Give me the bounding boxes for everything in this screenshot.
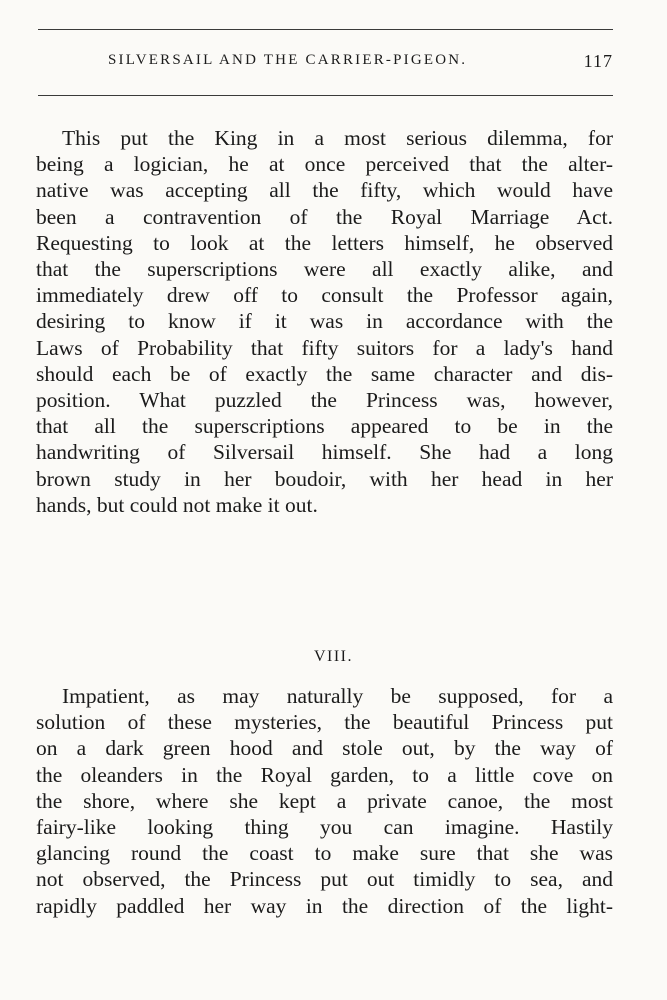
- text-line: handwriting of Silversail himself. She had a long: [36, 440, 613, 465]
- text-line: Requesting to look at the letters himself, he observed: [36, 230, 613, 255]
- section-heading: VIII.: [313, 648, 354, 665]
- text-line: on a dark green hood and stole out, by the way of: [36, 736, 613, 761]
- text-line: This put the King in a most serious dilemma, for: [62, 126, 613, 150]
- text-line: that all the superscriptions appeared to be in the: [36, 414, 613, 439]
- running-header: [108, 52, 613, 69]
- text-line: not observed, the Princess put out timidly to sea, and: [36, 867, 613, 892]
- text-line: been a contravention of the Royal Marriage Act.: [36, 204, 613, 229]
- text-line: rapidly paddled her way in the direction of the light-: [36, 893, 613, 918]
- text-line: the shore, where she kept a private canoe, the most: [36, 788, 613, 813]
- text-line: position. What puzzled the Princess was, however,: [36, 388, 613, 413]
- paragraph-1: [36, 125, 613, 518]
- text-line: hands, but could not make it out.: [36, 492, 318, 517]
- text-line: Impatient, as may naturally be supposed, for a: [62, 684, 613, 708]
- header-rule-top: [38, 29, 613, 30]
- text-line: fairy-like looking thing you can imagine. Hastily: [36, 815, 613, 840]
- text-line: immediately drew off to consult the Professor again,: [36, 283, 613, 308]
- text-line: native was accepting all the fifty, which would have: [36, 178, 613, 203]
- paragraph-2: [36, 683, 613, 919]
- text-line: Laws of Probability that fifty suitors for a lady's hand: [36, 335, 613, 360]
- text-line: that the superscriptions were all exactly alike, and: [36, 257, 613, 282]
- running-title: SILVERSAIL AND THE CARRIER-PIGEON.: [108, 52, 468, 68]
- text-line: being a logician, he at once perceived that the alter-: [36, 152, 613, 177]
- text-line: the oleanders in the Royal garden, to a little cove on: [36, 762, 613, 787]
- text-line: glancing round the coast to make sure that she was: [36, 841, 613, 866]
- text-line: solution of these mysteries, the beautiful Princess put: [36, 710, 613, 735]
- page-number: 117: [583, 51, 613, 71]
- text-line: desiring to know if it was in accordance with the: [36, 309, 613, 334]
- text-line: should each be of exactly the same character and dis-: [36, 361, 613, 386]
- header-rule-bottom: [38, 95, 613, 96]
- text-line: brown study in her boudoir, with her head in her: [36, 466, 613, 491]
